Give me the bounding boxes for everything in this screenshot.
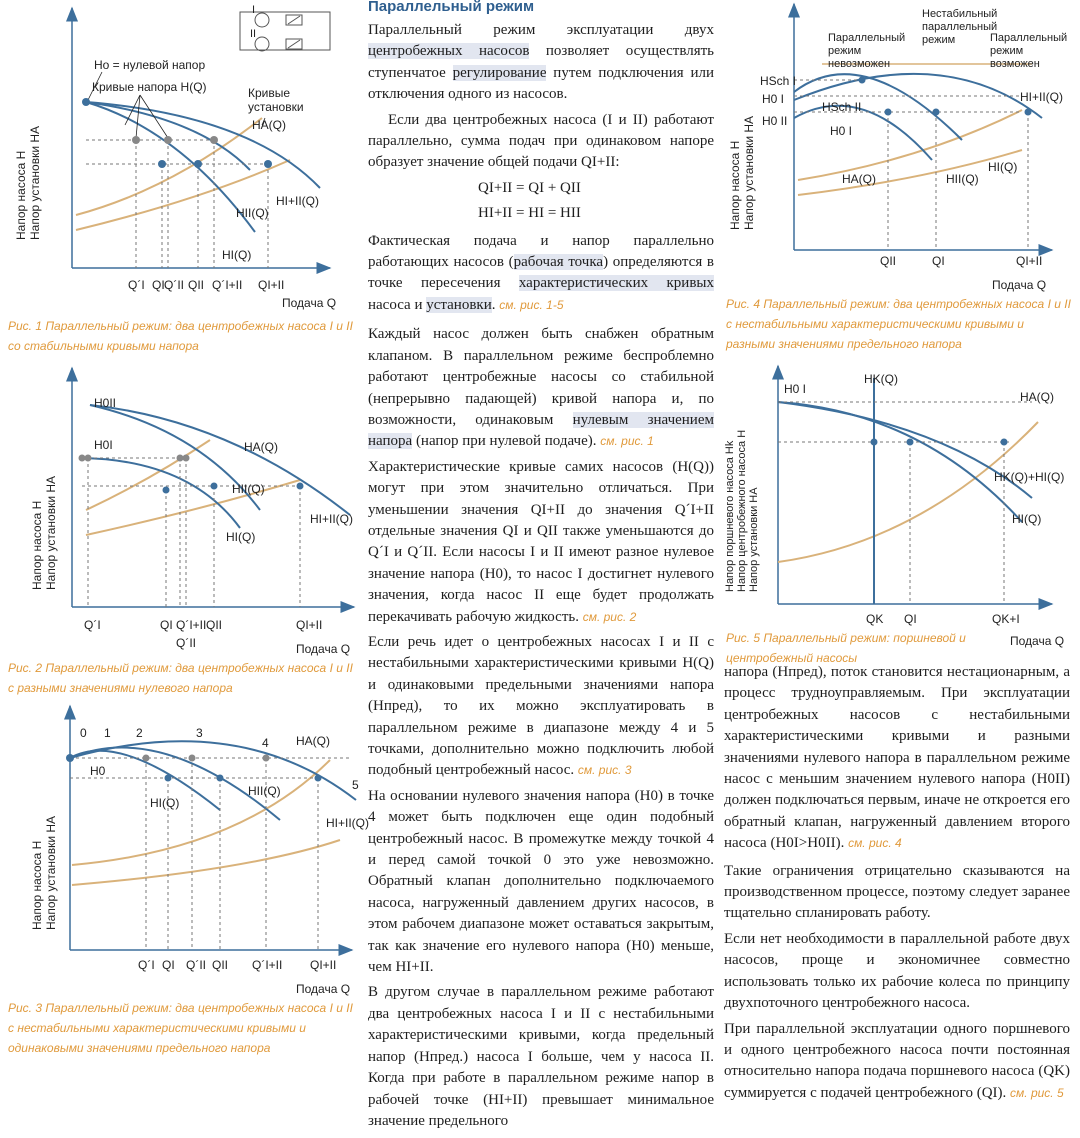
figure-1 (0, 0, 360, 360)
xtick-0: Q´I (128, 278, 145, 292)
label-ha: HA(Q) (252, 118, 286, 132)
xtick-2: Q´I+II (176, 618, 207, 632)
label-ha: HA(Q) (1020, 390, 1054, 404)
label-ha: HA(Q) (244, 440, 278, 454)
point-1: 1 (104, 726, 111, 740)
xtick-3: QII (188, 278, 205, 292)
xtick-0: Q´I (84, 618, 101, 632)
label-h1: HI(Q) (222, 248, 252, 262)
paragraph-12: При параллельной эксплуатации одного поршневого и одного центробежного насоса почти постоянная относительно напора подача поршневого насоса (QK) суммируется с подачей центробежного (QI). см. рис. 5 (724, 1020, 1070, 1101)
figure-5-caption: Рис. 5 Параллельный режим: поршневой и центробежный насосы (726, 631, 966, 665)
paragraph-1: Параллельный режим эксплуатации двух центробежных насосов позволяет осуществлять ступенчатое регулирование путем подключения или отключения одного из насосов. (368, 22, 714, 103)
label-hsch1: HSch I (760, 74, 797, 88)
paragraph-7: На основании нулевого значения напора (H0) в точке 4 может быть подключен еще один подобный центробежный насос. В промежутке между точкой 4 и перед самой точкой 0 это уже невозможно. Обратный клапан дополнительно подключаемого насоса, нагруженный давлением других насосов, в этом рабочем диапазоне может оставаться закрытым, так как значение его нулевого напора (H0) меньше, чем HI+II. (368, 787, 714, 976)
label-h2: HII(Q) (248, 784, 281, 798)
x-axis-label: Подача Q (1010, 634, 1065, 648)
x-axis-label: Подача Q (282, 296, 337, 310)
label-h2: HII(Q) (232, 482, 265, 496)
xtick-0: Q´I (138, 958, 155, 972)
schematic-label-1: I (252, 4, 256, 16)
point-2: 2 (136, 726, 143, 740)
figure-1-caption: Рис. 1 Параллельный режим: два центробежных насоса I и II со стабильными кривыми напора (8, 319, 353, 353)
paragraph-2: Если два центробежных насоса (I и II) работают параллельно, сумма подач при одинаковом напоре образует значение общей подачи QI+II: (368, 111, 714, 171)
text-column-right (724, 662, 1070, 1108)
label-h2: HII(Q) (946, 172, 979, 186)
xtick-5: QI+II (296, 618, 323, 632)
xtick-2: Q´II (164, 278, 184, 292)
paragraph-3: Фактическая подача и напор параллельно работающих насосов (рабочая точка) определяются в точке пересечения характеристических кривых насоса и установки. см. рис. 1-5 (368, 232, 714, 313)
label-h12: HI+II(Q) (1020, 90, 1064, 104)
paragraph-5: Характеристические кривые самих насосов (H(Q)) могут при этом значительно отличаться. При уменьшении значения QI+II до значения Q´I+II отдельные значения QI и QII также уменьшаются до Q´I и Q´II. Если насосы I и II имеют разное нулевое значение напора (H0), то насос I достигнет нулевого значения, когда насос II еще будет продолжать перекачивать рабочую жидкость. см. рис. 2 (368, 458, 714, 625)
x-axis-label: Подача Q (992, 278, 1047, 292)
label-h01: H0I (94, 438, 113, 452)
label-h02: H0II (94, 396, 117, 410)
section-title: Параллельный режим (368, 0, 535, 15)
figure-3-caption: Рис. 3 Параллельный режим: два центробежных насоса I и II с нестабильными характеристическими кривыми и одинаковыми значениями предельного напора (8, 1001, 353, 1055)
point-5: 5 (352, 778, 359, 792)
xtick-1: QI (162, 958, 175, 972)
figure-2 (0, 360, 360, 700)
label-h1: HI(Q) (988, 160, 1018, 174)
xtick-1: QI (152, 278, 165, 292)
label-h12: HI+II(Q) (310, 512, 354, 526)
label-h12: HI+II(Q) (326, 816, 370, 830)
region-unstable: Нестабильный параллельный режим (922, 8, 998, 46)
formula-1: QI+II = QI + QII (478, 179, 581, 196)
xtick-1: QI (904, 612, 917, 626)
x-axis-label: Подача Q (296, 642, 351, 656)
label-hsch2: HSch II (822, 100, 862, 114)
y-axis-label: Напор насоса H Напор установки HA (14, 125, 42, 240)
figure-4-caption: Рис. 4 Параллельный режим: два центробежных насоса I и II с нестабильными характеристическими кривыми и разными значениями предельного напора (726, 297, 1071, 351)
x-axis-label: Подача Q (296, 982, 351, 996)
label-h1: HI(Q) (226, 530, 256, 544)
point-3: 3 (196, 726, 203, 740)
xtick-3: Q´II (176, 636, 196, 650)
label-hk: HK(Q) (864, 372, 898, 386)
formula-2: HI+II = HI = HII (478, 205, 581, 222)
label-h1: HI(Q) (1012, 512, 1042, 526)
label-h0: Hо = нулевой напор (94, 58, 206, 72)
y-axis-label: Напор поршневого насоса Hk Напор центробежного насоса H Напор установки HA (724, 429, 760, 592)
paragraph-10: Такие ограничения отрицательно сказываются на производственном процессе, поэтому следует заранее тщательно спланировать работу. (724, 862, 1070, 922)
xtick-0: QII (880, 254, 897, 268)
figure-1-plot (0, 0, 360, 320)
label-h1: HI(Q) (150, 796, 180, 810)
label-h2: HII(Q) (236, 206, 269, 220)
xtick-3: QII (212, 958, 229, 972)
label-head-curves: Кривые напора H(Q) (92, 80, 207, 94)
y-axis-label: Напор насоса H Напор установки HA (728, 115, 756, 230)
y-axis-label: Напор насоса H Напор установки HA (30, 475, 58, 590)
xtick-4: Q´I+II (252, 958, 283, 972)
label-h12: HI+II(Q) (276, 194, 320, 208)
xtick-4: Q´I+II (212, 278, 243, 292)
y-axis-label: Напор насоса H Напор установки HA (30, 815, 58, 930)
xtick-1: QI (932, 254, 945, 268)
figure-3 (0, 700, 370, 1060)
label-ha: HA(Q) (842, 172, 876, 186)
label-system-curves: Кривые установки (248, 86, 304, 114)
paragraph-4: Каждый насос должен быть снабжен обратным клапаном. В параллельном режиме беспроблемно работают центробежные насосы со стабильной (непрерывно падающей) кривой напора и, по возможности, одинаковым нулевым значением напора (напор при нулевой подаче). см. рис. 1 (368, 326, 714, 450)
xtick-5: QI+II (258, 278, 285, 292)
paragraph-11: Если нет необходимости в параллельной работе двух насосов, проще и экономичнее совместно использовать только их рабочие колеса по принципу двухпоточного центробежного насоса. (724, 930, 1070, 1012)
label-hk1: HK(Q)+HI(Q) (994, 470, 1065, 484)
schematic-label-2: II (250, 28, 257, 40)
figure-2-caption: Рис. 2 Параллельный режим: два центробежных насоса I и II с разными значениями нулевого напора (8, 661, 353, 695)
figure-5 (722, 362, 1080, 665)
xtick-2: QI+II (1016, 254, 1043, 268)
xtick-2: QK+I (992, 612, 1020, 626)
paragraph-9: напора (Hпред), поток становится нестационарным, а процесс трудноуправляемым. При эксплуатации центробежных насосов с нестабильными характеристическими кривыми и разными значениями нулевого напора в параллельном режиме насос с меньшим значением нулевого напора (H0II) должен подключаться первым, иначе не откроется его обратный клапан, нагруженный давлением второго насоса (H0I>H0II). см. рис. 4 (724, 664, 1070, 852)
label-h0: H0 (90, 764, 106, 778)
xtick-1: QI (160, 618, 173, 632)
xtick-5: QI+II (310, 958, 337, 972)
label-h0i: H0 I (830, 124, 853, 138)
paragraph-6: Если речь идет о центробежных насосах I и II с нестабильными характеристическими кривыми H(Q) и одинаковыми предельными значениями напора (Hпред), то их можно эксплуатировать в параллельном режиме в диапазоне между 4 и 5 точками, дополнительно можно подключить любой подобный центробежный насос. см. рис. 3 (368, 633, 714, 779)
label-h02: H0 II (762, 114, 788, 128)
xtick-4: QII (206, 618, 223, 632)
label-h0i: H0 I (784, 382, 807, 396)
xtick-2: Q´II (186, 958, 206, 972)
point-4: 4 (262, 736, 269, 750)
region-possible: Параллельный режим возможен (990, 32, 1068, 70)
point-0: 0 (80, 726, 87, 740)
figure-4 (722, 0, 1080, 360)
text-column-middle (368, 20, 714, 1136)
region-impossible: Параллельный режим невозможен (828, 32, 906, 70)
label-h01: H0 I (762, 92, 785, 106)
label-ha: HA(Q) (296, 734, 330, 748)
paragraph-8: В другом случае в параллельном режиме работают два центробежных насоса I и II с нестабильными характеристическими кривыми, когда предельный напор (Hпред.) насоса I больше, чем у насоса II. Когда при работе в параллельном режиме напор в рабочей точке (HI+II) превышает минимальное значение предельного (368, 984, 714, 1129)
xtick-0: QK (866, 612, 884, 626)
